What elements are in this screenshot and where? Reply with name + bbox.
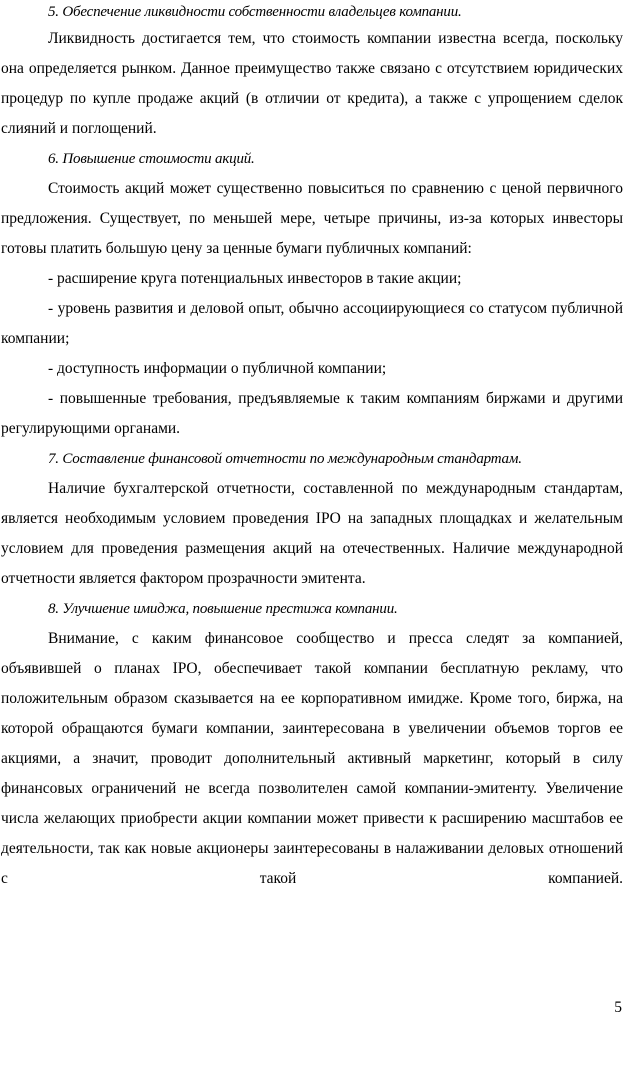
list-item-information: - доступность информации о публичной компании;	[48, 360, 387, 377]
section-heading-8: 8. Улучшение имиджа, повышение престижа компании.	[48, 601, 398, 617]
paragraph-liquidity: Ликвидность достигается тем, что стоимость компании известна всегда, поскольку она определяется рынком. Данное преимущество также связано с отсутствием юридических процедур по купле продаже акций (в отличии от кредита), а также с упрощением сделок слияний и поглощений.	[1, 30, 623, 137]
section-heading-5: 5. Обеспечение ликвидности собственности владельцев компании.	[48, 4, 462, 20]
list-item-investors: - расширение круга потенциальных инвесторов в такие акции;	[48, 270, 462, 287]
list-item-requirements: - повышенные требования, предъявляемые к таким компаниям биржами и другими регулирующими органами.	[1, 390, 623, 437]
section-heading-6: 6. Повышение стоимости акций.	[48, 151, 255, 167]
page-number: 5	[614, 999, 622, 1016]
list-item-experience: - уровень развития и деловой опыт, обычно ассоциирующиеся со статусом публичной компании;	[1, 300, 623, 347]
section-heading-7: 7. Составление финансовой отчетности по международным стандартам.	[48, 451, 522, 467]
paragraph-share-value: Стоимость акций может существенно повыситься по сравнению с ценой первичного предложения. Существует, по меньшей мере, четыре причины, из-за которых инвесторы готовы платить большую цену за ценные бумаги публичных компаний:	[1, 180, 623, 257]
paragraph-reporting: Наличие бухгалтерской отчетности, составленной по международным стандартам, является необходимым условием проведения IPO на западных площадках и желательным условием для проведения размещения акций на отечественных. Наличие международной отчетности является фактором прозрачности эмитента.	[1, 480, 623, 587]
paragraph-image: Внимание, с каким финансовое сообщество и пресса следят за компанией, объявившей о планах IPO, обеспечивает такой компании бесплатную рекламу, что положительным образом сказывается на ее корпоративном имидже. Кроме того, биржа, на которой обращаются бумаги компании, заинтересована в увеличении объемов торгов ее акциями, а значит, проводит дополнительный активный маркетинг, который в силу финансовых ограничений не всегда позволителен самой компании-эмитенту. Увеличение числа желающих приобрести акции компании может привести к расширению масштабов ее деятельности, так как новые акционеры заинтересованы в налаживании деловых отношений с такой компанией.	[1, 630, 623, 887]
document-page	[1, 0, 623, 894]
